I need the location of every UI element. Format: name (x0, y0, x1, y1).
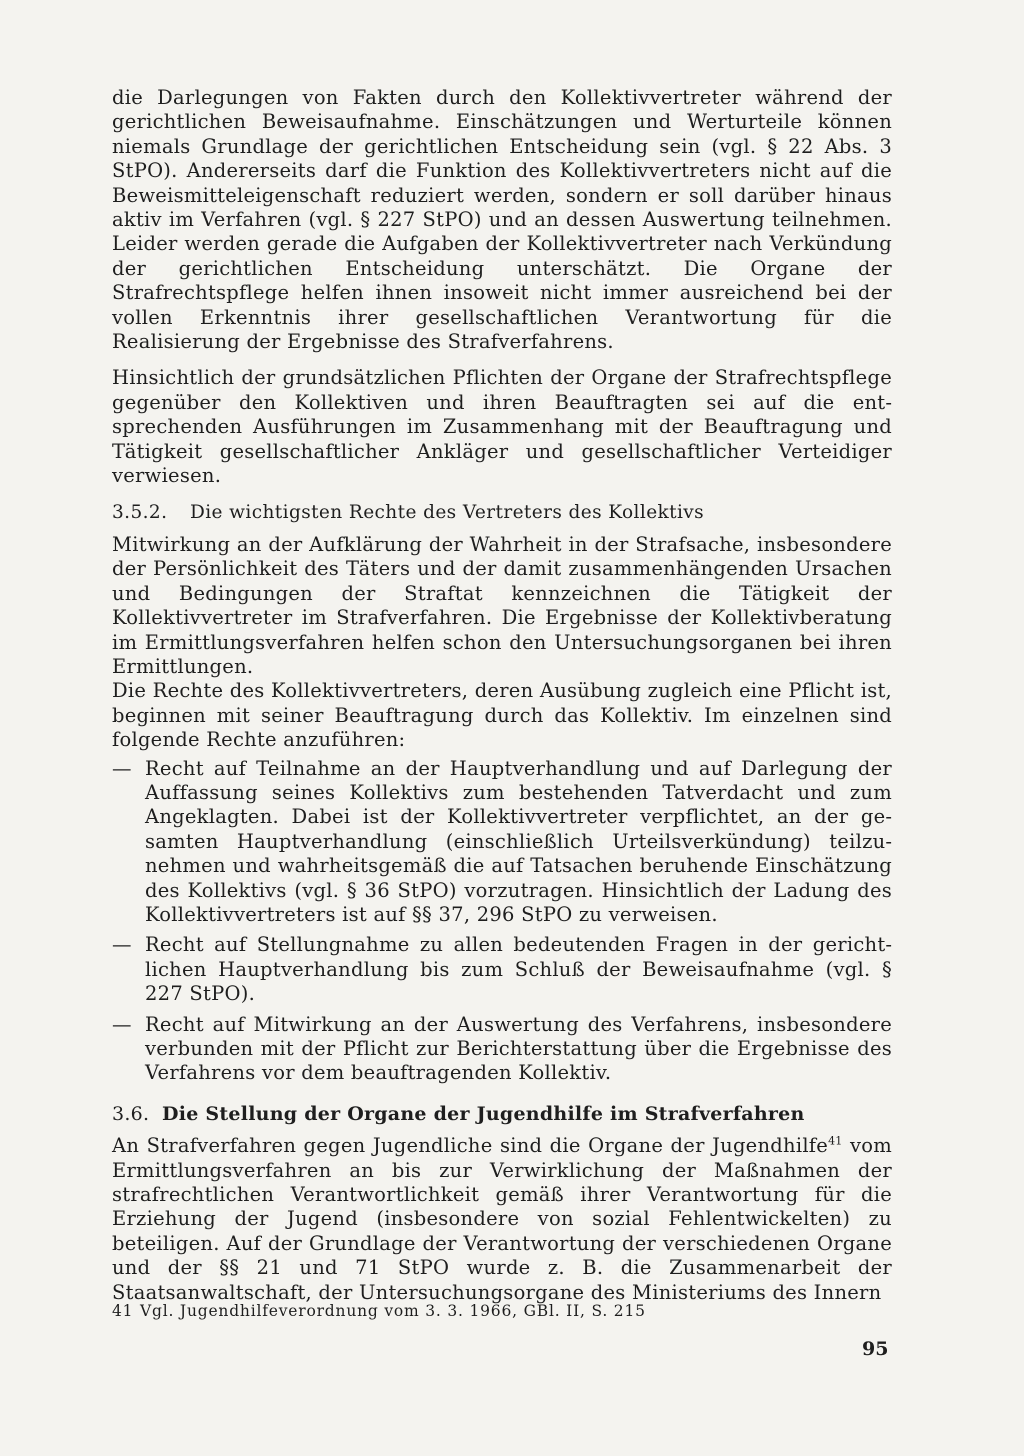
section-number: 3.6. (112, 1102, 150, 1125)
page-number: 95 (862, 1338, 889, 1360)
footnote (112, 1302, 892, 1320)
footnote-text: Vgl. Jugendhilfeverordnung vom 3. 3. 1966, GBl. II, S. 215 (140, 1302, 646, 1320)
list-item (112, 933, 892, 1006)
subsection-title: Die wichtigsten Rechte des Vertreters des Kollektivs (190, 501, 705, 523)
dash-marker: — (112, 933, 132, 957)
list-item (112, 757, 892, 928)
rights-list (112, 757, 892, 1086)
subsection-number: 3.5.2. (112, 501, 168, 523)
paragraph-4: Die Rechte des Kollektivvertreters, deren Ausübung zugleich eine Pflicht ist, beginnen mit seiner Beauftragung durch das Kollektiv. Im einzelnen sind folgende Rechte anzuführen: (112, 679, 892, 752)
paragraph-2: Hinsichtlich der grundsätzlichen Pflichten der Organe der Strafrechtspflege gegenüber den Kollektiven und ihren Beauftragten sei auf die entsprechenden Ausführungen im Zusammenhang mit der Beauftragung und Tätigkeit gesellschaftlicher Ankläger und gesellschaftlicher Verteidiger verwiesen. (112, 366, 892, 488)
body-text (112, 86, 892, 1317)
dash-marker: — (112, 1012, 132, 1036)
list-item-text: Recht auf Mitwirkung an der Auswertung des Verfahrens, insbesondere verbunden mit der Pflicht zur Berichterstattung über die Ergebnisse des Verfahrens vor dem beauftragenden Kollektiv. (145, 1012, 892, 1085)
footnote-reference[interactable]: 41 (828, 1134, 843, 1148)
paragraph-5 (112, 1134, 892, 1305)
list-item-text: Recht auf Teilnahme an der Hauptverhandlung und auf Darlegung der Auffassung seines Kollektivs zum bestehenden Tatverdacht und zum Angeklagten. Dabei ist der Kollektivvertreter verpflichtet, an der gesamten Hauptverhandlung (einschließlich Urteilsverkündung) teilzunehmen und wahrheitsgemäß die auf Tatsachen beruhende Einschätzung des Kollektivs (vgl. § 36 StPO) vorzutragen. Hinsichtlich der Ladung des Kollektivvertreters ist auf §§ 37, 296 StPO zu verweisen. (145, 756, 892, 926)
section-heading (112, 1102, 892, 1126)
dash-marker: — (112, 756, 132, 780)
list-item (112, 1013, 892, 1086)
paragraph-1: die Darlegungen von Fakten durch den Kollektivvertreter während der gerichtlichen Beweisaufnahme. Einschätzungen und Werturteile können niemals Grundlage der gerichtlichen Entscheidung sein (vgl. § 22 Abs. 3 StPO). Andererseits darf die Funktion des Kollektivvertreters nicht auf die Beweismitteleigenschaft reduziert werden, sondern er soll darüber hinaus aktiv im Verfahren (vgl. § 227 StPO) und an dessen Auswertung teilnehmen. Leider werden gerade die Aufgaben der Kollektivvertreter nach Verkündung der gerichtlichen Entscheidung unterschätzt. Die Organe der Strafrechtspflege helfen ihnen insoweit nicht immer ausreichend bei der vollen Erkenntnis ihrer gesellschaftlichen Verantwortung für die Realisierung der Ergebnisse des Strafverfahrens. (112, 86, 892, 354)
paragraph-5-text-start: An Strafverfahren gegen Jugendliche sind die Organe der Jugendhilfe (112, 1134, 829, 1158)
paragraph-3: Mitwirkung an der Aufklärung der Wahrheit in der Strafsache, insbesondere der Persönlichkeit des Täters und der damit zusammenhängenden Ursachen und Bedingungen der Straftat kennzeichnen die Tätigkeit der Kollektivvertreter im Strafverfahren. Die Ergebnisse der Kollektivberatung im Ermittlungsverfahren helfen schon den Untersuchungsorganen bei ihren Ermittlungen. (112, 532, 892, 678)
paragraph-5-text-end: vom Ermittlungsverfahren an bis zur Verwirklichung der Maßnahmen der strafrechtlichen Verantwortlichkeit gemäß ihrer Verantwortung für die Erziehung der Jugend (insbesondere von sozial Fehlentwickelten) zu beteiligen. Auf der Grundlage der Verantwortung der verschiedenen Organe und der §§ 21 und 71 StPO wurde z. B. die Zusammenarbeit der Staatsanwaltschaft, der Untersuchungsorgane des Ministeriums des Innern (112, 1134, 892, 1304)
section-title: Die Stellung der Organe der Jugendhilfe im Strafverfahren (162, 1102, 805, 1125)
list-item-text: Recht auf Stellungnahme zu allen bedeutenden Fragen in der gerichtlichen Hauptverhandlung bis zum Schluß der Beweisaufnahme (vgl. § 227 StPO). (145, 933, 892, 1006)
footnote-number: 41 (112, 1302, 134, 1320)
subsection-heading (112, 501, 892, 525)
